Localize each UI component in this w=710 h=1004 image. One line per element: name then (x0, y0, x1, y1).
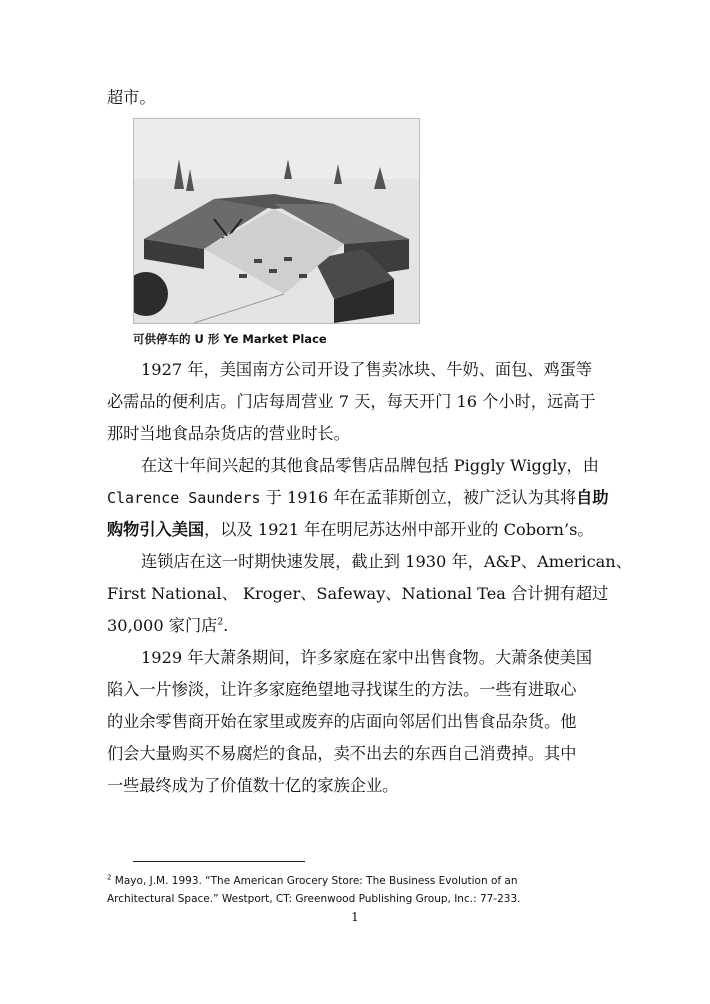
paragraph-3-line-2: First National、 Kroger、Safeway、National Tea 合计拥有超过 (107, 584, 609, 603)
paragraph-3-line-1: 连锁店在这一时期快速发展，截止到 1930 年，A&P、American、 (141, 552, 632, 571)
paragraph-2-line-3-text: ，以及 1921 年在明尼苏达州中部开业的 Coborn’s。 (204, 520, 594, 539)
paragraph-4-line-2: 陷入一片惨淡，让许多家庭绝望地寻找谋生的方法。一些有进取心 (107, 680, 577, 699)
paragraph-4-line-1: 1929 年大萧条期间，许多家庭在家中出售食物。大萧条使美国 (141, 648, 593, 667)
paragraph-2-line-2-text: 于 1916 年在孟菲斯创立，被广泛认为其将 (260, 488, 577, 507)
paragraph-4-line-4: 们会大量购买不易腐烂的食品，卖不出去的东西自己消费掉。其中 (107, 744, 577, 763)
paragraph-1-line-2: 必需品的便利店。门店每周营业 7 天，每天开门 16 个小时，远高于 (107, 392, 596, 411)
paragraph-4-line-5: 一些最终成为了价值数十亿的家族企业。 (107, 776, 399, 795)
paragraph-3-line-3 (107, 616, 228, 636)
paragraph-4-line-3: 的业余零售商开始在家里或废弃的店面向邻居们出售食品杂货。他 (107, 712, 577, 731)
paragraph-2-name: Clarence Saunders (107, 489, 261, 507)
figure-caption: 可供停车的 U 形 Ye Market Place (133, 332, 327, 346)
paragraph-2-line-3 (107, 520, 594, 540)
market-sketch-drawing (134, 119, 419, 323)
paragraph-3-line-3-text: 30,000 家门店 (107, 616, 218, 635)
paragraph-2-emphasis-2: 购物引入美国 (107, 520, 205, 539)
paragraph-2-line-2 (107, 488, 609, 508)
footnote-line-2: Architectural Space.” Westport, CT: Greenwood Publishing Group, Inc.: 77-233. (107, 893, 521, 905)
footnote-divider (133, 861, 305, 862)
footnote-text-1: Mayo, J.M. 1993. “The American Grocery Store: The Business Evolution of an (111, 875, 518, 887)
paragraph-3-line-3-end: . (223, 616, 229, 635)
page-number: 1 (351, 910, 359, 924)
paragraph-2-line-1: 在这十年间兴起的其他食品零售店品牌包括 Piggly Wiggly，由 (141, 456, 599, 475)
paragraph-1-line-3: 那时当地食品杂货店的营业时长。 (107, 424, 350, 443)
footnote-line-1 (107, 874, 518, 888)
footnote-marker: 2 (107, 873, 112, 882)
footnote-reference[interactable]: 2 (217, 617, 224, 628)
market-sketch-image (133, 118, 420, 324)
paragraph-2-emphasis-1: 自助 (576, 488, 609, 507)
intro-fragment: 超市。 (107, 88, 156, 107)
paragraph-1-line-1: 1927 年，美国南方公司开设了售卖冰块、牛奶、面包、鸡蛋等 (141, 360, 593, 379)
